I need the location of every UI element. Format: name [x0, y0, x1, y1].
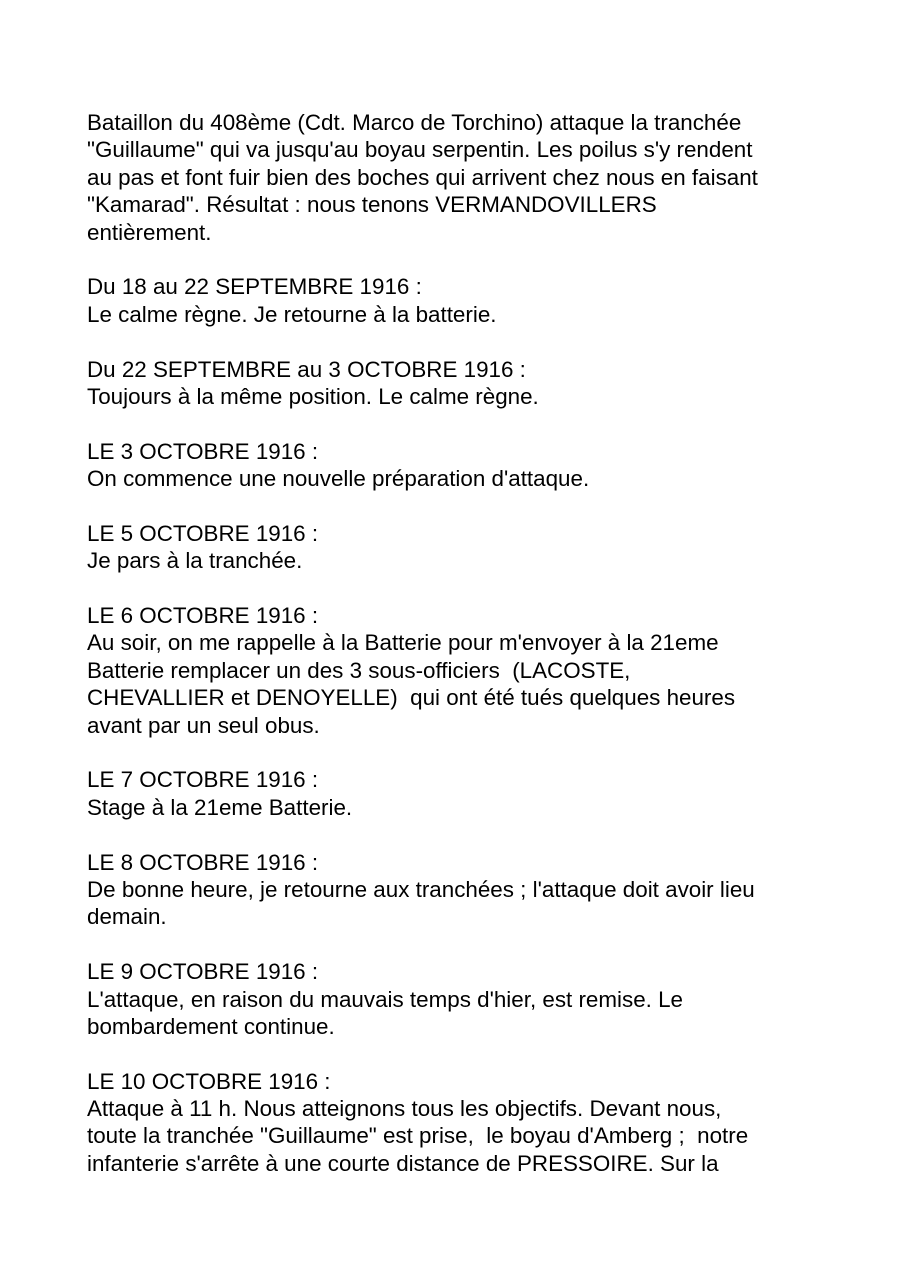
diary-entry	[87, 766, 847, 821]
paragraph-spacer	[87, 1040, 847, 1067]
text-line: bombardement continue.	[87, 1013, 335, 1039]
diary-entry	[87, 849, 847, 931]
text-line: Batterie remplacer un des 3 sous-officiers (LACOSTE,	[87, 657, 631, 683]
text-line: avant par un seul obus.	[87, 712, 320, 738]
text-line: Je pars à la tranchée.	[87, 548, 303, 574]
text-line: CHEVALLIER et DENOYELLE) qui ont été tués quelques heures	[87, 685, 736, 711]
entry-date-heading: LE 3 OCTOBRE 1916 :	[87, 438, 319, 464]
diary-entry	[87, 356, 847, 411]
entry-date-heading: LE 7 OCTOBRE 1916 :	[87, 767, 319, 793]
paragraph-spacer	[87, 931, 847, 958]
entry-date-heading: LE 8 OCTOBRE 1916 :	[87, 849, 319, 875]
text-line: Stage à la 21eme Batterie.	[87, 794, 353, 820]
paragraph-spacer	[87, 328, 847, 355]
paragraph-spacer	[87, 575, 847, 602]
diary-entry	[87, 958, 847, 1040]
text-line: demain.	[87, 904, 167, 930]
text-line: Attaque à 11 h. Nous atteignons tous les objectifs. Devant nous,	[87, 1096, 722, 1122]
text-line: au pas et font fuir bien des boches qui arrivent chez nous en faisant	[87, 164, 758, 190]
diary-entry	[87, 273, 847, 328]
text-line: Bataillon du 408ème (Cdt. Marco de Torchino) attaque la tranchée	[87, 110, 742, 135]
text-line: De bonne heure, je retourne aux tranchées ; l'attaque doit avoir lieu	[87, 876, 755, 902]
paragraph-spacer	[87, 739, 847, 766]
diary-entry	[87, 1068, 847, 1178]
entry-date-heading: LE 5 OCTOBRE 1916 :	[87, 520, 319, 546]
text-line: "Guillaume" qui va jusqu'au boyau serpentin. Les poilus s'y rendent	[87, 137, 753, 163]
entry-date-heading: LE 9 OCTOBRE 1916 :	[87, 959, 319, 985]
entry-date-heading: LE 6 OCTOBRE 1916 :	[87, 603, 319, 629]
text-line: Le calme règne. Je retourne à la batterie.	[87, 301, 497, 327]
entry-date-heading: LE 10 OCTOBRE 1916 :	[87, 1068, 331, 1094]
document-body	[87, 109, 847, 1177]
text-line: Au soir, on me rappelle à la Batterie pour m'envoyer à la 21eme	[87, 630, 719, 656]
entry-date-heading: Du 18 au 22 SEPTEMBRE 1916 :	[87, 274, 422, 300]
diary-entry	[87, 520, 847, 575]
text-line: toute la tranchée "Guillaume" est prise, le boyau d'Amberg ; notre	[87, 1123, 749, 1149]
diary-entry	[87, 438, 847, 493]
diary-entry	[87, 602, 847, 739]
text-line: infanterie s'arrête à une courte distance de PRESSOIRE. Sur la	[87, 1150, 719, 1176]
paragraph-spacer	[87, 410, 847, 437]
text-line: entièrement.	[87, 219, 212, 245]
text-line: On commence une nouvelle préparation d'attaque.	[87, 466, 590, 492]
intro-paragraph	[87, 109, 847, 246]
text-line: "Kamarad". Résultat : nous tenons VERMANDOVILLERS	[87, 192, 657, 218]
text-line: Toujours à la même position. Le calme règne.	[87, 383, 539, 409]
paragraph-spacer	[87, 246, 847, 273]
paragraph-spacer	[87, 821, 847, 848]
paragraph-spacer	[87, 492, 847, 519]
entry-date-heading: Du 22 SEPTEMBRE au 3 OCTOBRE 1916 :	[87, 356, 526, 382]
text-line: L'attaque, en raison du mauvais temps d'hier, est remise. Le	[87, 986, 684, 1012]
